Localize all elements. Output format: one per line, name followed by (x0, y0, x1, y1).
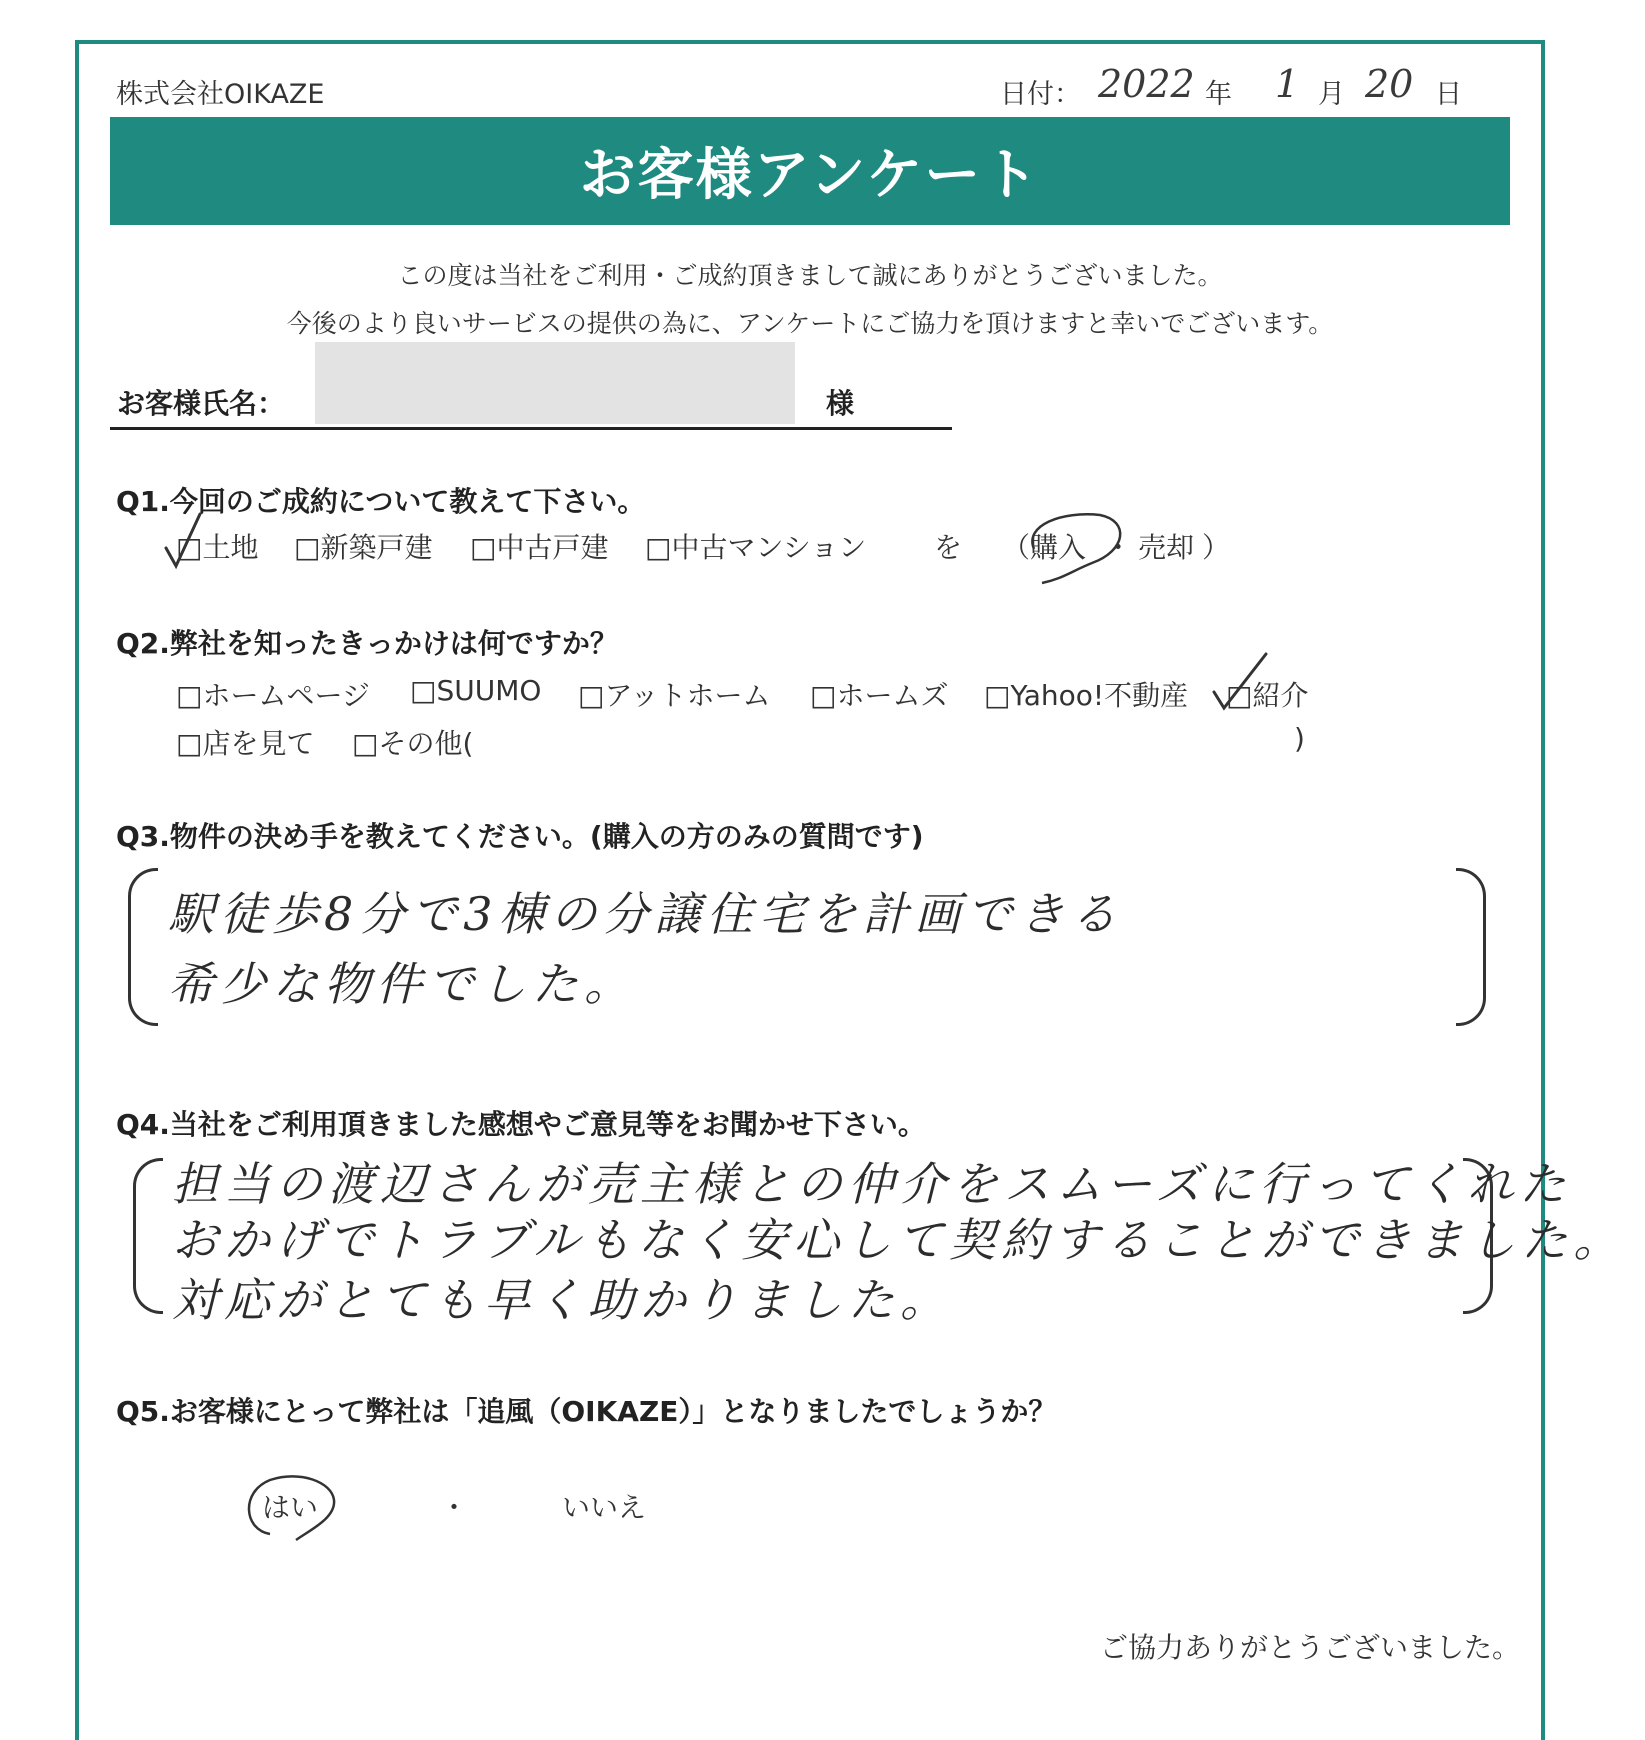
q1-check-mark (160, 510, 220, 570)
date-month-unit: 月 (1318, 79, 1345, 110)
date-field (1000, 62, 1470, 110)
q2-option-yahoo: □Yahoo!不動産 (984, 679, 1189, 712)
date-label: 日付： (1000, 79, 1081, 110)
q5-dot: ・ (440, 1491, 469, 1524)
intro-line-2: 今後のより良いサービスの提供の為に、アンケートにご協力を頂けますと幸いでございます。 (286, 309, 1334, 338)
q4-answer-line-2: おかげでトラブルもなく安心して契約することができました。 (172, 1213, 1626, 1267)
q4-answer-line-1: 担当の渡辺さんが売主様との仲介をスムーズに行ってくれた (172, 1157, 1572, 1211)
q5-circle-mark (240, 1468, 340, 1548)
q4-answer-line-3: 対応がとても早く助かりました。 (172, 1273, 952, 1327)
q1-paren-close: ） (1202, 531, 1231, 564)
q2-option-homes: □ホームズ (810, 679, 949, 712)
q2-other-close: ) (1294, 722, 1305, 755)
q1-question: Q1.今回のご成約について教えて下さい。 (116, 485, 646, 518)
date-month: 1 (1275, 62, 1300, 106)
date-year: 2022 (1098, 62, 1195, 106)
date-year-unit: 年 (1205, 79, 1232, 110)
redacted-name (315, 342, 795, 424)
q1-circle-mark (1022, 505, 1132, 585)
q2-option-suumo: □SUUMO (410, 674, 542, 707)
q1-dot: ・ (1104, 531, 1133, 564)
q5-question: Q5.お客様にとって弊社は「追風（OIKAZE）」となりましたでしょうか？ (116, 1395, 1057, 1428)
q3-answer-line-2: 希少な物件でした。 (168, 957, 636, 1011)
intro-line-1: この度は当社をご利用・ご成約頂きまして誠にありがとうございました。 (397, 261, 1223, 290)
survey-title: お客様アンケート (110, 117, 1510, 225)
q1-buy: 購入 (1030, 531, 1087, 564)
q2-check-mark (1210, 652, 1270, 712)
q5-yes: はい (262, 1491, 319, 1524)
q1-option-land: □土地 (176, 531, 259, 564)
q1-sell: 売却 (1138, 531, 1195, 564)
q3-bracket-right (1456, 868, 1486, 1026)
q2-option-homepage: □ホームページ (176, 679, 370, 712)
q2-option-other: □その他( (352, 727, 474, 760)
customer-name-label: お客様氏名： (117, 387, 286, 420)
customer-name-suffix: 様 (826, 387, 855, 420)
q2-option-referral: □紹介 (1226, 679, 1309, 712)
thanks-message: ご協力ありがとうございました。 (1100, 1631, 1521, 1664)
date-day-unit: 日 (1435, 79, 1462, 110)
q2-option-athome: □アットホーム (578, 679, 771, 712)
q1-option-new-house: □新築戸建 (294, 531, 433, 564)
q1-paren-open: （ (1002, 531, 1031, 564)
q4-question: Q4.当社をご利用頂きました感想やご意見等をお聞かせ下さい。 (116, 1108, 926, 1141)
customer-name-field (110, 342, 952, 430)
q1-option-used-house: □中古戸建 (470, 531, 609, 564)
q1-connector: を (934, 531, 963, 564)
q3-answer-line-1: 駅徒歩8分で3棟の分譲住宅を計画できる (168, 887, 1123, 941)
date-day: 20 (1365, 62, 1414, 106)
q2-option-store: □店を見て (176, 727, 315, 760)
company-name: 株式会社OIKAZE (116, 79, 325, 110)
q3-bracket-left (128, 868, 158, 1026)
q2-question: Q2.弊社を知ったきっかけは何ですか？ (116, 627, 618, 660)
q4-bracket-left (133, 1158, 163, 1314)
q1-option-used-mansion: □中古マンション (645, 531, 867, 564)
q5-no: いいえ (562, 1491, 647, 1524)
q3-question: Q3.物件の決め手を教えてください。(購入の方のみの質問です) (116, 820, 924, 853)
